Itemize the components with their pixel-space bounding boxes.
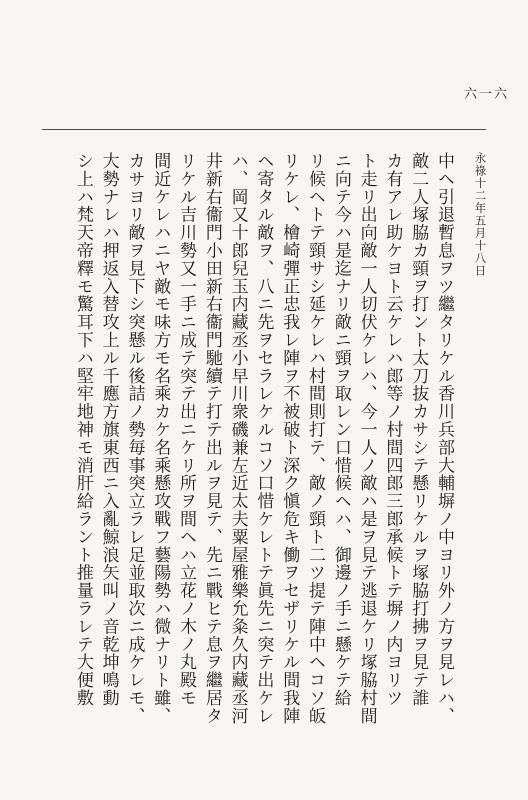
text-column: カサヨリ敵ヲ見下シ突懸ル後詰ノ勢毎事突立ラレ足並取次ニ成ケレモ、 (124, 152, 145, 725)
text-column: リ候ヘトテ頸サシ延ケレハ村間則打テ、敵ノ頸ト二ツ提テ陣中ヘコソ皈 (305, 152, 326, 725)
text-column: 間近ケレハニヤ敵モ味方モ名乘カケ名乘懸攻戰フ藝陽勢ハ微ナリト雖、 (150, 152, 171, 725)
text-column: ヘ寄タル敵ヲ、八ニ先ヲセラレケルコソ口惜ケレトテ眞先ニ突テ出ケレ (253, 152, 274, 725)
text-column: 敵二人塚脇カ頸ヲ打ント太刀抜カサシテ懸リケルヲ塚脇打拂ヲ見テ誰 (408, 152, 429, 707)
text-column: シ上ハ梵天帝釋モ驚耳下ハ堅牢地神モ消肝給ラント推量ラレテ大便敷 (72, 152, 93, 707)
header-rule (42, 129, 486, 130)
text-column: 大勢ナレハ押返入替攻上ル千應方旗東西ニ入亂鯨浪矢叫ノ音乾坤鳴動 (98, 152, 119, 707)
text-column: 井新右衞門小田新右衞門馳續テ打テ出ルヲ見テ、先ニ戰ヒテ息ヲ繼居タ (201, 152, 222, 725)
page-number: 六一六 (464, 87, 510, 102)
text-column: リケル吉川勢又一手ニ成テ突テ出ニケリ所ヲ間ヘハ立花ノ木ノ丸殿モ (176, 152, 197, 707)
text-column: 中ヘ引退暫息ヲツ繼タリケル香川兵部大輔塀ノ中ヨリ外ノ方ヲ見レハ、 (434, 152, 454, 725)
running-header-date: 永祿十二年五月十八日 (473, 152, 488, 277)
text-column: カ有アレ助ケヨト云ケレハ郎等ノ村間四郎三郎承候トテ塀ノ内ヨリツ (382, 152, 403, 707)
text-column: ニ向テ今ハ是迄ナリ敵ニ頸ヲ取レン口惜候ヘハ、御邊ノ手ニ懸ケテ給 (330, 152, 351, 707)
text-column: リケレ、檜崎彈正忠我レ陣ヲ不被破ト深ク愼危キ働ヲセザリケル間我陣 (279, 152, 300, 725)
text-column: ハ、岡又十郎兒玉内藏丞小早川衆磯兼左近太夫粟屋雅樂允粂久内藏丞河 (227, 152, 248, 725)
text-column: ト走リ出向敵一人切伏ケレハ、今一人ノ敵ハ是ヲ見テ逃退ケリ塚脇村間 (356, 152, 377, 725)
body-text (32, 152, 456, 744)
